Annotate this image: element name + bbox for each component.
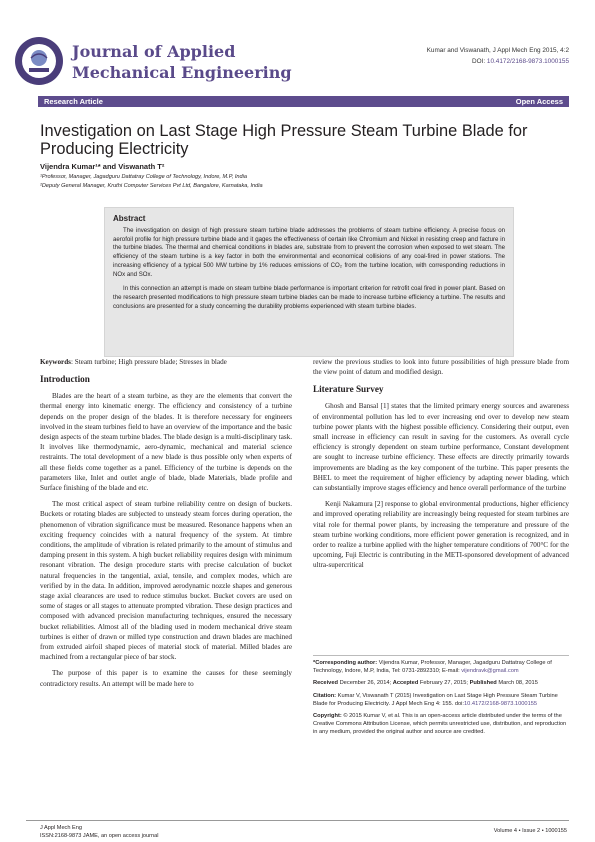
copyright: Copyright: © 2015 Kumar V, et al. This is an open-access article distributed under the terms of the Creative Commons Attribution License, which permits unrestricted use, distribution, and reproduction in any medium, provided the original author and source are credited. bbox=[313, 713, 567, 736]
header-citation: Kumar and Viswanath, J Appl Mech Eng 2015, 4:2 DOI: 10.4172/2168-9873.1000155 bbox=[426, 47, 569, 65]
corresponding-author: *Corresponding author: Vijendra Kumar, Professor, Manager, Jagadguru Dattatray College of Technology, Indore, M.P, India, Tel: 0731-2892310; E-mail: vijendravk@gmail.com bbox=[313, 660, 552, 675]
article-type-ribbon bbox=[38, 96, 569, 107]
dates: Received December 26, 2014; Accepted February 27, 2015; Published March 08, 2015 bbox=[313, 680, 538, 687]
abstract-paragraph-2: In this connection an attempt is made on steam turbine blade performance is important criterion for retrofit coal fired in power plant. Based on the research presented modifications to high pressure steam turbine blades can be made to increase turbine efficiency a turbine. The results and conclusions are presented for a study concerning the durability problems experienced with steam turbine blades. bbox=[113, 285, 505, 310]
affiliation-1: ¹Professor, Manager, Jagadguru Dattatray College of Technology, Indore, M.P, India bbox=[40, 174, 247, 180]
literature-survey-heading: Literature Survey bbox=[313, 384, 384, 395]
footer-volume: Volume 4 • Issue 2 • 1000155 bbox=[493, 828, 567, 834]
literature-paragraph-2: Kenji Nakamura [2] response to global environmental productions, higher efficiency and improved operating reliability are increasingly being requested for steam turbines are vital role for thermal power plants, by increasing the temperature and pressure of the steam turbine working conditions, more efficient power generation is recognized, and in order to realize a turbine applied with the higher temperature conditions of 700°C for the upcoming, Fuji Electric is contributing in the METI-sponsored development of advanced ultra-supercritical bbox=[313, 500, 569, 570]
abstract-heading: Abstract bbox=[113, 214, 146, 223]
email-link[interactable]: vijendravk@gmail.com bbox=[461, 668, 519, 675]
left-column bbox=[40, 357, 292, 695]
intro-continued: review the previous studies to look into future possibilities of high pressure blade from the view point of datum and modified design. bbox=[313, 358, 569, 377]
abstract-box bbox=[104, 207, 514, 357]
article-title: Investigation on Last Stage High Pressure Steam Turbine Blade for Producing Electricity bbox=[40, 122, 528, 158]
introduction-heading: Introduction bbox=[40, 374, 90, 385]
literature-paragraph-1: Ghosh and Bansal [1] states that the limited primary energy sources and awareness of environmental pollution has led to ever increasing end over to develop new steam turbine power plants with the highest possible efficiency. Considering their output, even small increase in efficiency can result in saving for the customers. As overall cycle efficiency is strongly dependent on steam turbine performance, Constant development are sought to increase turbine efficiency. These effects are directly primarily towards improvements are blading as the key component of the turbine. This paper presents the BHEL to meet the requirement of higher efficiency by adapting newer blading, which can substantially improve stages efficiency and hence overall performance of the turbine bbox=[313, 402, 569, 493]
right-column bbox=[313, 357, 569, 577]
footer-divider bbox=[26, 820, 569, 821]
intro-paragraph-3: The purpose of this paper is to examine the causes for these seemingly contradictory results. An attempt will be made here to bbox=[40, 669, 292, 688]
authors: Vijendra Kumar¹* and Viswanath T² bbox=[40, 162, 165, 171]
intro-paragraph-1: Blades are the heart of a steam turbine, as they are the elements that convert the thermal energy into kinematic energy. The efficiency and consistency of a turbine depends on the proper design of the blades. It is therefore necessary for engineers involved in the steam turbines field to have an overview of the importance and the basic design aspects of the steam turbine blades. The blade design is a multi-disciplinary task. It involves like thermodynamic, aero-dynamic, mechanical and material science restraints. The total development of a new blade is thus possible only when experts of all these fields come together as a panel. Efficiency of the turbine is depends on the parameters like, Inlet and outlet angle of blade, blade Materials, blade profile and Surface finishing of the blade and etc. bbox=[40, 392, 292, 493]
keywords: Keywords: Steam turbine; High pressure blade; Stresses in blade bbox=[40, 358, 227, 366]
doi-link[interactable]: 10.4172/2168-9873.1000155 bbox=[486, 58, 569, 65]
footer-journal: J Appl Mech Eng ISSN:2168-9873 JAME, an open access journal bbox=[40, 825, 159, 839]
intro-paragraph-2: The most critical aspect of steam turbine reliability centre on design of buckets. Buckets or rotating blades are subjected to unsteady steam forces during operation, the phenomenon of vibration significance must be measured. Resonance happens when an exciting frequency coincides with a natural frequency of the system. At timbre conditions, the amplitude of vibration is related primarily to the amount of stimulus and damping present in this system. A high bucket reliability requires design with minimum resonant vibration. The design procedure starts with precise calculation of bucket natural frequencies in the tangential, axial, tensile, and complex modes, which are verified by in the data. In addition, improved aerodynamic nozzle shapes and generous stage axial clearances are used to reduce stimulus bucket. Bucket covers are used on some of stages or all stages to attenuate prompted vibration. These design practices and composed with advanced precision manufacturing techniques, ensured the necessary bucket reliabilities. Almost all of the blading used in modern mechanical drive steam turbines is either of drawn or milled type construction and drawn blades are machined from extruded airfoil shaped pieces of material stock of material. Milled blades are machined from a rectangular piece of bar stock. bbox=[40, 500, 292, 662]
article-footnotes bbox=[313, 655, 569, 741]
affiliation-2: ²Deputy General Manager, Kruthi Computer Services Pvt Ltd, Bangalore, Karnataka, India bbox=[40, 183, 263, 189]
open-access-label: Open Access bbox=[515, 97, 563, 106]
journal-title: Journal of Applied Mechanical Engineering bbox=[72, 42, 292, 82]
citation-doi-link[interactable]: 10.4172/2168-9873.1000155 bbox=[464, 700, 538, 707]
journal-logo bbox=[14, 36, 64, 86]
footnote-divider bbox=[313, 655, 569, 656]
abstract-paragraph-1: The investigation on design of high pressure steam turbine blade addresses the problems of steam turbine efficiency. A precise focus on aerofoil profile for high pressure turbine blade and it gages the effectiveness of certain like Chromium and Nickel in resisting creep and facture in the turbine blades. The thermal and chemical conditions in blades are, substrate from to prevent the corrosion when exposed to wet steam. The efficiency of the steam turbine is a key factor in both the environmental and economical collisions of any coal-fired in power stations. The increasing efficiency of a typical 500 MW turbine by 1% reduces emissions of CO₂ from the turbine location, with corresponding reductions in NOx and SOx. bbox=[113, 227, 505, 278]
citation: Citation: Kumar V, Viswanath T (2015) Investigation on Last Stage High Pressure Steam Turbine Blade for Producing Electricity. J Appl Mech Eng 4: 155. doi:10.4172/2168-9873.1000155 bbox=[313, 692, 558, 707]
article-type-label: Research Article bbox=[44, 97, 103, 106]
